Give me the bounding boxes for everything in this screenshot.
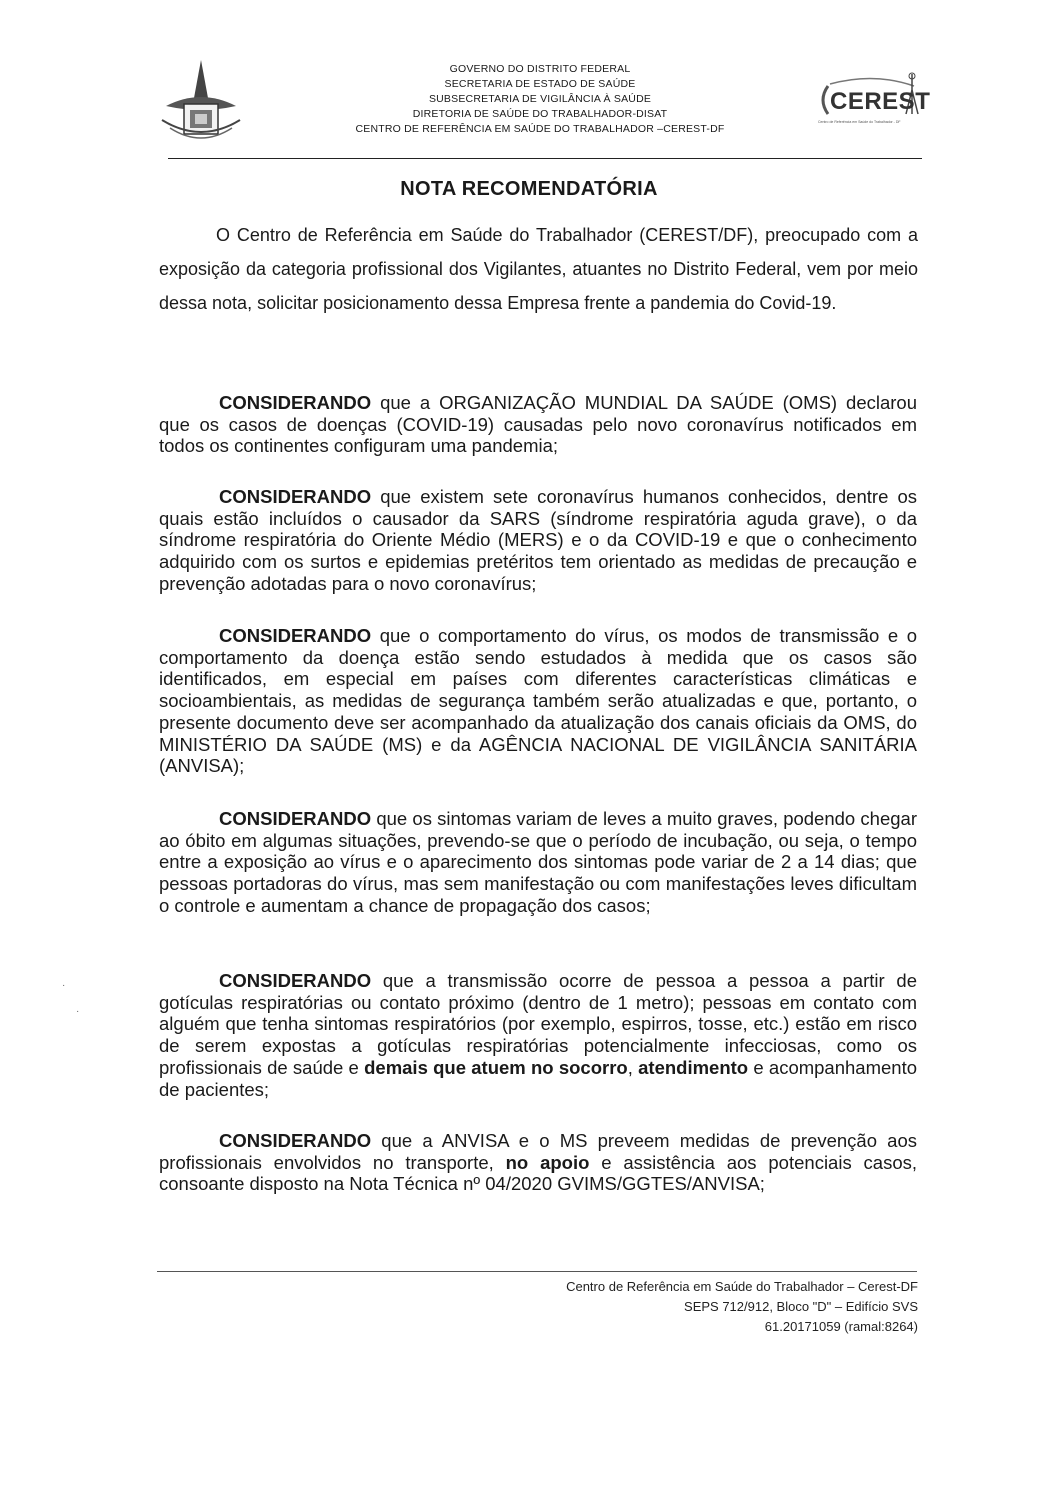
intro-paragraph [159,218,918,320]
header-line: CENTRO DE REFERÊNCIA EM SAÚDE DO TRABALHADOR –CEREST-DF [355,123,725,135]
cerest-logo-caption: Centro de Referência em Saúde do Trabalhador - DF [818,120,901,124]
considerando-paragraph-1 [159,392,917,457]
paragraph-text: que os sintomas variam de leves a muito graves, podendo chegar ao óbito em algumas situações, prevendo-se que o período de incubação, ou seja, o tempo entre a exposição ao vírus e o aparecimento dos sintomas pode variar de 2 a 14 dias; que pessoas portadoras do vírus, mas sem manifestação ou com manifestações leves dificultam o controle e aumentam a chance de propagação dos casos; [159,808,917,916]
scan-speck: · [62,980,66,991]
considerando-lead: CONSIDERANDO [219,970,372,991]
paragraph-text: que a ANVISA e o MS preveem medidas de prevenção aos profissionais envolvidos no transporte, [159,1130,917,1173]
paragraph-bold-text: atendimento [638,1056,749,1078]
scan-speck: · [76,1006,80,1017]
header-divider [168,158,922,159]
paragraph-text: e acompanhamento de pacientes; [159,1056,917,1100]
considerando-paragraph-4 [159,808,917,917]
considerando-lead: CONSIDERANDO [219,808,372,829]
institution-header [300,62,780,137]
cerest-logo [814,70,931,130]
considerando-paragraph-6 [159,1130,917,1195]
paragraph-text: que a transmissão ocorre de pessoa a pessoa a partir de gotículas respiratórias ou contato próximo (dentro de 1 metro); pessoas em contato com alguém que tenha sintomas respiratórios (por exemplo, espirros, tosse, etc.) estão em risco de serem expostas a gotículas respiratórias potencialmente infecciosas, como os profissionais de saúde e [159,970,917,1078]
considerando-paragraph-2 [159,486,917,595]
considerando-paragraph-3 [159,625,917,777]
header-line: SECRETARIA DE ESTADO DE SAÚDE [444,78,636,90]
footer-line: Centro de Referência em Saúde do Trabalhador – Cerest-DF [566,1279,918,1294]
considerando-lead: CONSIDERANDO [219,625,372,646]
paragraph-text: e assistência aos potenciais casos, consoante disposto na Nota Técnica nº 04/2020 GVIMS/GGTES/ANVISA; [159,1151,918,1195]
paragraph-bold-text: demais que atuem no socorro [364,1056,628,1078]
cerest-logo-word: CEREST [830,88,931,115]
paragraph-text: , [627,1056,639,1078]
paragraph-text: que o comportamento do vírus, os modos de transmissão e o comportamento da doença estão sendo estudados à medida que os casos são identificados, em especial em países com diferentes características climáticas e socioambientais, as medidas de segurança também serão atualizadas e que, portanto, o presente documento deve ser acompanhado da atualização dos canais oficiais da OMS, do MINISTÉRIO DA SAÚDE (MS) e da AGÊNCIA NACIONAL DE VIGILÂNCIA SANITÁRIA (ANVISA); [159,625,917,777]
brasilia-emblem-logo [160,58,242,142]
considerando-lead: CONSIDERANDO [219,486,372,507]
header-line: SUBSECRETARIA DE VIGILÂNCIA À SAÚDE [428,93,652,105]
document-title: NOTA RECOMENDATÓRIA [400,178,658,200]
footer-line: SEPS 712/912, Bloco "D" – Edifício SVS [684,1299,918,1314]
paragraph-text: que a ORGANIZAÇÃO MUNDIAL DA SAÚDE (OMS) declarou que os casos de doenças (COVID-19) causadas pelo novo coronavírus notificados em todos os continentes configuram uma pandemia; [159,392,917,457]
considerando-lead: CONSIDERANDO [219,1130,372,1151]
paragraph-bold-text: no apoio [505,1151,590,1173]
header-line: GOVERNO DO DISTRITO FEDERAL [449,63,631,75]
footer-divider [157,1271,917,1272]
header-line: DIRETORIA DE SAÚDE DO TRABALHADOR-DISAT [412,108,668,120]
intro-text: O Centro de Referência em Saúde do Trabalhador (CEREST/DF), preocupado com a exposição da categoria profissional dos Vigilantes, atuantes no Distrito Federal, vem por meio dessa nota, solicitar posicionamento dessa Empresa frente a pandemia do Covid-19. [159,225,918,313]
considerando-paragraph-5 [159,970,917,1100]
footer-address [480,1277,918,1337]
considerando-lead: CONSIDERANDO [219,392,372,413]
paragraph-text: que existem sete coronavírus humanos conhecidos, dentre os quais estão incluídos o causador da SARS (síndrome respiratória aguda grave), o da síndrome respiratória do Oriente Médio (MERS) e o da COVID-19 e que o conhecimento adquirido com os surtos e epidemias pretéritos tem orientado as medidas de precaução e prevenção adotadas para o novo coronavírus; [159,486,917,594]
footer-line: 61.20171059 (ramal:8264) [764,1319,918,1334]
